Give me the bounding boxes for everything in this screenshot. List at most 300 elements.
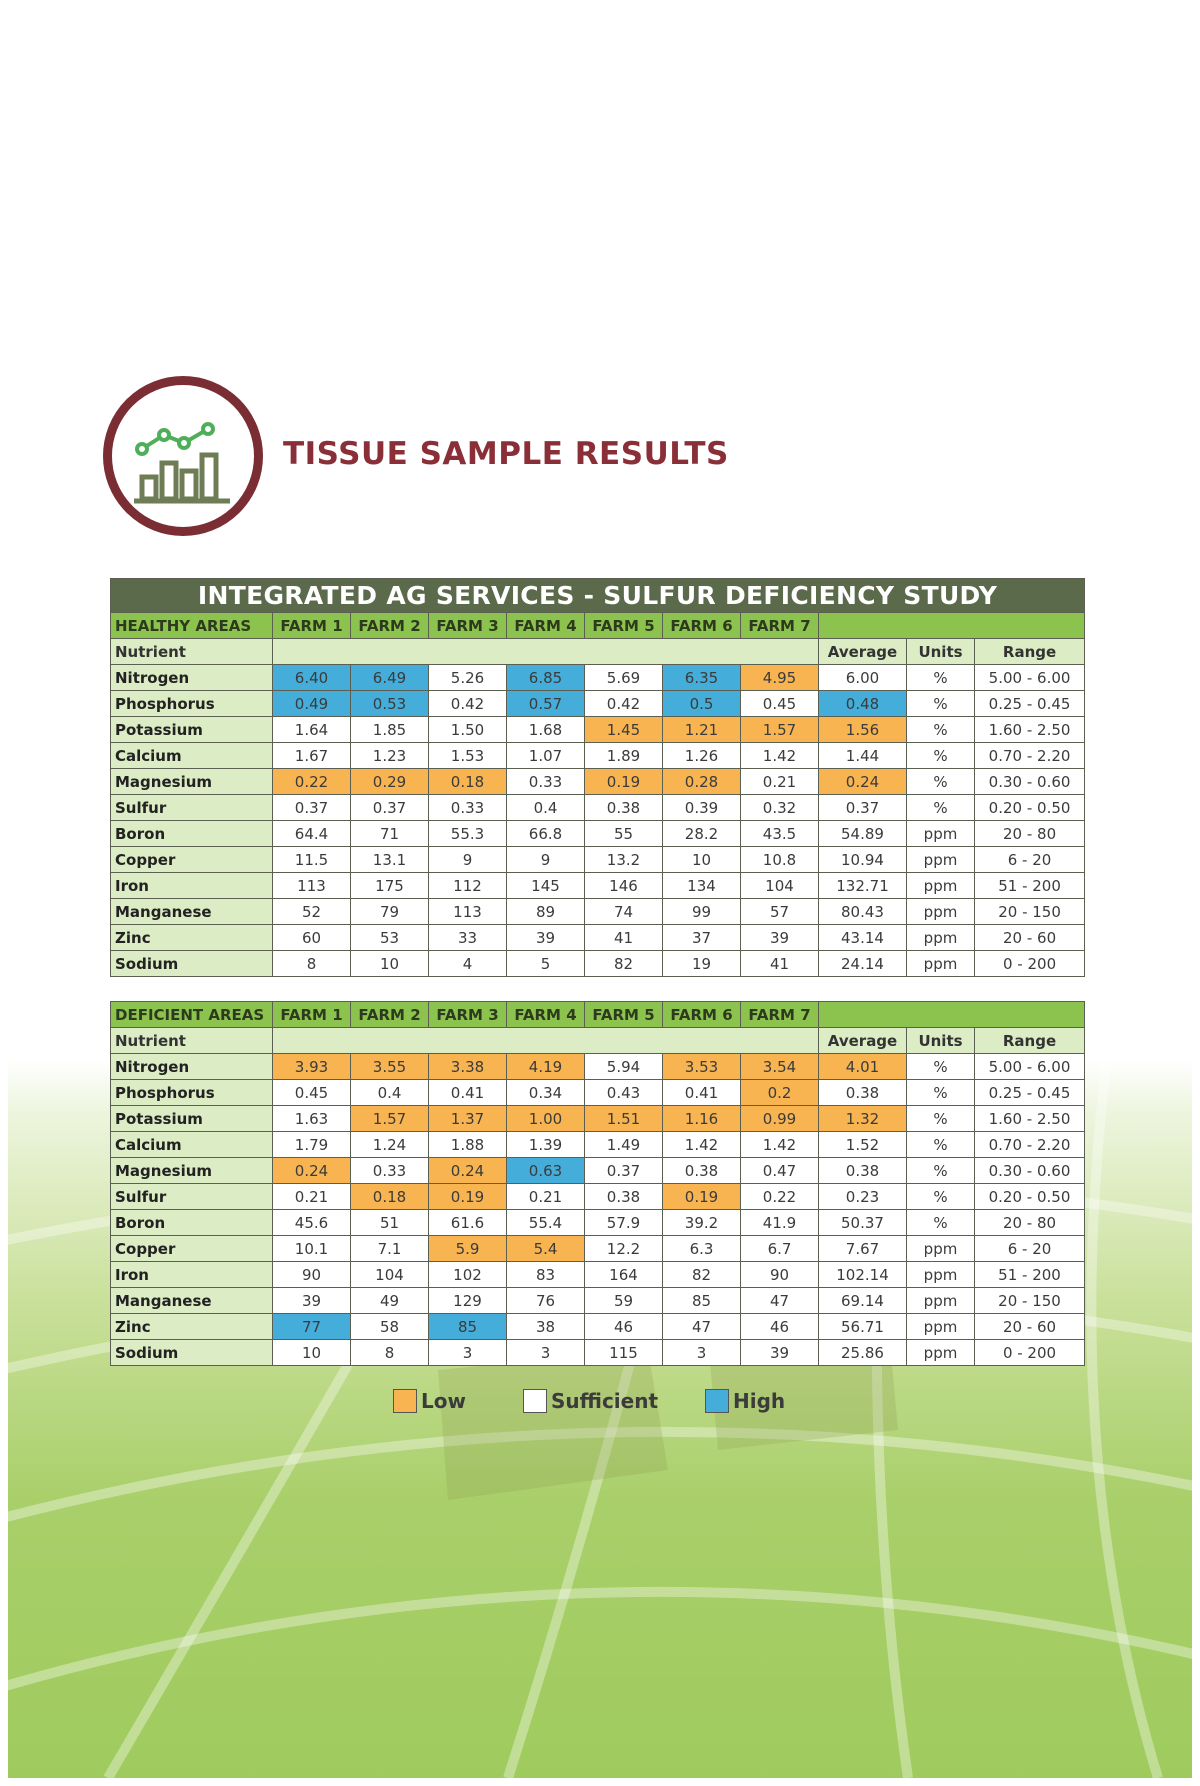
units-cell: % <box>907 769 975 795</box>
farm-value-cell: 1.51 <box>585 1106 663 1132</box>
average-cell: 1.56 <box>819 717 907 743</box>
farm-value-cell: 3.38 <box>429 1054 507 1080</box>
farm-value-cell: 3 <box>429 1340 507 1366</box>
farm-header-7: FARM 7 <box>741 1002 819 1028</box>
farm-value-cell: 175 <box>351 873 429 899</box>
farm-value-cell: 55.4 <box>507 1210 585 1236</box>
farm-value-cell: 45.6 <box>273 1210 351 1236</box>
farm-value-cell: 0.24 <box>273 1158 351 1184</box>
farm-value-cell: 4.19 <box>507 1054 585 1080</box>
farm-value-cell: 0.19 <box>663 1184 741 1210</box>
farm-value-cell: 0.19 <box>429 1184 507 1210</box>
units-cell: % <box>907 1106 975 1132</box>
farm-value-cell: 57.9 <box>585 1210 663 1236</box>
farm-value-cell: 57 <box>741 899 819 925</box>
farm-value-cell: 1.57 <box>351 1106 429 1132</box>
table-row <box>111 691 1085 717</box>
table-row <box>111 1132 1085 1158</box>
farm-value-cell: 164 <box>585 1262 663 1288</box>
legend-low-label: Low <box>421 1389 466 1413</box>
farm-value-cell: 47 <box>663 1314 741 1340</box>
farm-value-cell: 0.49 <box>273 691 351 717</box>
nutrient-name: Potassium <box>111 1106 273 1132</box>
average-header: Average <box>819 1028 907 1054</box>
range-cell: 20 - 60 <box>975 1314 1085 1340</box>
farm-value-cell: 58 <box>351 1314 429 1340</box>
farm-header-1: FARM 1 <box>273 613 351 639</box>
units-cell: % <box>907 691 975 717</box>
farm-value-cell: 47 <box>741 1288 819 1314</box>
farm-value-cell: 38 <box>507 1314 585 1340</box>
nutrient-name: Iron <box>111 1262 273 1288</box>
units-cell: ppm <box>907 925 975 951</box>
average-cell: 69.14 <box>819 1288 907 1314</box>
farm-value-cell: 66.8 <box>507 821 585 847</box>
farm-value-cell: 82 <box>585 951 663 977</box>
farm-value-cell: 0.37 <box>585 1158 663 1184</box>
farm-value-cell: 13.1 <box>351 847 429 873</box>
table-row <box>111 1106 1085 1132</box>
healthy-areas-table <box>110 578 1085 977</box>
table-row <box>111 1080 1085 1106</box>
farm-value-cell: 0.53 <box>351 691 429 717</box>
table-row <box>111 1210 1085 1236</box>
farm-value-cell: 6.3 <box>663 1236 741 1262</box>
farm-value-cell: 0.38 <box>585 1184 663 1210</box>
farm-header-7: FARM 7 <box>741 613 819 639</box>
farm-header-1: FARM 1 <box>273 1002 351 1028</box>
farm-value-cell: 3.93 <box>273 1054 351 1080</box>
farm-header-6: FARM 6 <box>663 1002 741 1028</box>
farm-value-cell: 33 <box>429 925 507 951</box>
units-cell: % <box>907 1080 975 1106</box>
farm-value-cell: 43.5 <box>741 821 819 847</box>
nutrient-name: Boron <box>111 821 273 847</box>
farm-value-cell: 10.1 <box>273 1236 351 1262</box>
farm-value-cell: 28.2 <box>663 821 741 847</box>
farm-value-cell: 89 <box>507 899 585 925</box>
farm-value-cell: 1.42 <box>741 1132 819 1158</box>
table-row <box>111 1054 1085 1080</box>
farm-header-6: FARM 6 <box>663 613 741 639</box>
average-cell: 80.43 <box>819 899 907 925</box>
farm-value-cell: 5.9 <box>429 1236 507 1262</box>
range-cell: 20 - 80 <box>975 821 1085 847</box>
farm-value-cell: 0.99 <box>741 1106 819 1132</box>
farm-value-cell: 7.1 <box>351 1236 429 1262</box>
range-cell: 20 - 60 <box>975 925 1085 951</box>
average-cell: 24.14 <box>819 951 907 977</box>
table-row <box>111 717 1085 743</box>
units-cell: ppm <box>907 821 975 847</box>
farm-value-cell: 4.95 <box>741 665 819 691</box>
table-row <box>111 1158 1085 1184</box>
farm-value-cell: 46 <box>585 1314 663 1340</box>
farm-value-cell: 3 <box>663 1340 741 1366</box>
farm-value-cell: 0.42 <box>585 691 663 717</box>
range-cell: 20 - 150 <box>975 899 1085 925</box>
average-header: Average <box>819 639 907 665</box>
farm-value-cell: 0.32 <box>741 795 819 821</box>
farm-value-cell: 102 <box>429 1262 507 1288</box>
table-row <box>111 665 1085 691</box>
farm-value-cell: 49 <box>351 1288 429 1314</box>
farm-value-cell: 0.24 <box>429 1158 507 1184</box>
average-cell: 0.48 <box>819 691 907 717</box>
average-cell: 56.71 <box>819 1314 907 1340</box>
sufficient-swatch <box>523 1389 547 1413</box>
farm-value-cell: 0.38 <box>585 795 663 821</box>
farm-value-cell: 134 <box>663 873 741 899</box>
farm-value-cell: 77 <box>273 1314 351 1340</box>
farm-header-3: FARM 3 <box>429 1002 507 1028</box>
page-title: TISSUE SAMPLE RESULTS <box>283 436 729 472</box>
farm-header-4: FARM 4 <box>507 1002 585 1028</box>
farm-value-cell: 1.21 <box>663 717 741 743</box>
farm-value-cell: 0.57 <box>507 691 585 717</box>
farm-header-3: FARM 3 <box>429 613 507 639</box>
average-cell: 1.44 <box>819 743 907 769</box>
farm-value-cell: 0.4 <box>507 795 585 821</box>
farm-value-cell: 0.22 <box>741 1184 819 1210</box>
legend-low <box>393 1389 466 1417</box>
average-cell: 1.52 <box>819 1132 907 1158</box>
farm-value-cell: 0.37 <box>351 795 429 821</box>
farm-value-cell: 83 <box>507 1262 585 1288</box>
range-cell: 1.60 - 2.50 <box>975 1106 1085 1132</box>
farm-value-cell: 1.45 <box>585 717 663 743</box>
area-label: DEFICIENT AREAS <box>111 1002 273 1028</box>
farm-value-cell: 1.00 <box>507 1106 585 1132</box>
farm-value-cell: 1.37 <box>429 1106 507 1132</box>
range-cell: 0.30 - 0.60 <box>975 769 1085 795</box>
farm-value-cell: 0.19 <box>585 769 663 795</box>
farm-value-cell: 85 <box>429 1314 507 1340</box>
units-header: Units <box>907 1028 975 1054</box>
average-cell: 7.67 <box>819 1236 907 1262</box>
farm-value-cell: 37 <box>663 925 741 951</box>
farm-value-cell: 0.5 <box>663 691 741 717</box>
farm-header-row <box>111 1002 1085 1028</box>
farm-value-cell: 3 <box>507 1340 585 1366</box>
average-cell: 4.01 <box>819 1054 907 1080</box>
table-row <box>111 899 1085 925</box>
nutrient-name: Sodium <box>111 951 273 977</box>
average-cell: 43.14 <box>819 925 907 951</box>
farm-value-cell: 115 <box>585 1340 663 1366</box>
table-row <box>111 951 1085 977</box>
farm-header-row <box>111 613 1085 639</box>
legend-sufficient <box>523 1389 658 1417</box>
range-cell: 5.00 - 6.00 <box>975 665 1085 691</box>
units-cell: ppm <box>907 899 975 925</box>
farm-value-cell: 3.55 <box>351 1054 429 1080</box>
farm-value-cell: 74 <box>585 899 663 925</box>
average-cell: 132.71 <box>819 873 907 899</box>
column-header-row <box>111 1028 1085 1054</box>
study-title: INTEGRATED AG SERVICES - SULFUR DEFICIENCY STUDY <box>111 579 1085 613</box>
range-header: Range <box>975 639 1085 665</box>
bar-chart-trend-icon <box>130 405 236 511</box>
range-cell: 20 - 150 <box>975 1288 1085 1314</box>
farm-value-cell: 113 <box>273 873 351 899</box>
farm-value-cell: 79 <box>351 899 429 925</box>
farm-value-cell: 10.8 <box>741 847 819 873</box>
farm-value-cell: 1.23 <box>351 743 429 769</box>
nutrient-name: Nitrogen <box>111 1054 273 1080</box>
average-cell: 0.23 <box>819 1184 907 1210</box>
farm-value-cell: 1.63 <box>273 1106 351 1132</box>
farm-value-cell: 60 <box>273 925 351 951</box>
units-cell: % <box>907 665 975 691</box>
farm-value-cell: 8 <box>273 951 351 977</box>
farm-header-2: FARM 2 <box>351 613 429 639</box>
farm-value-cell: 0.28 <box>663 769 741 795</box>
units-cell: % <box>907 1132 975 1158</box>
farm-value-cell: 1.67 <box>273 743 351 769</box>
header-filler <box>819 1002 1085 1028</box>
farm-value-cell: 0.41 <box>429 1080 507 1106</box>
farm-value-cell: 146 <box>585 873 663 899</box>
farm-value-cell: 64.4 <box>273 821 351 847</box>
farm-value-cell: 0.45 <box>741 691 819 717</box>
average-cell: 10.94 <box>819 847 907 873</box>
farm-value-cell: 1.07 <box>507 743 585 769</box>
farm-value-cell: 0.45 <box>273 1080 351 1106</box>
table-row <box>111 1184 1085 1210</box>
farm-value-cell: 90 <box>741 1262 819 1288</box>
farm-value-cell: 39 <box>741 925 819 951</box>
nutrient-name: Boron <box>111 1210 273 1236</box>
farm-header-4: FARM 4 <box>507 613 585 639</box>
range-cell: 51 - 200 <box>975 873 1085 899</box>
farm-value-cell: 0.21 <box>507 1184 585 1210</box>
farm-value-cell: 6.7 <box>741 1236 819 1262</box>
units-cell: % <box>907 1054 975 1080</box>
farm-value-cell: 3.54 <box>741 1054 819 1080</box>
range-cell: 0.25 - 0.45 <box>975 1080 1085 1106</box>
nutrient-name: Manganese <box>111 899 273 925</box>
range-cell: 1.60 - 2.50 <box>975 717 1085 743</box>
legend-sufficient-label: Sufficient <box>551 1389 659 1413</box>
table-row <box>111 769 1085 795</box>
header-filler <box>819 613 1085 639</box>
nutrient-name: Copper <box>111 1236 273 1262</box>
farm-value-cell: 55.3 <box>429 821 507 847</box>
farm-value-cell: 11.5 <box>273 847 351 873</box>
nutrient-header: Nutrient <box>111 639 273 665</box>
average-cell: 50.37 <box>819 1210 907 1236</box>
farm-value-cell: 0.38 <box>663 1158 741 1184</box>
farm-value-cell: 6.40 <box>273 665 351 691</box>
farm-value-cell: 99 <box>663 899 741 925</box>
farm-value-cell: 9 <box>429 847 507 873</box>
nutrient-name: Magnesium <box>111 769 273 795</box>
farm-value-cell: 0.39 <box>663 795 741 821</box>
units-cell: % <box>907 717 975 743</box>
farm-value-cell: 0.63 <box>507 1158 585 1184</box>
farm-value-cell: 51 <box>351 1210 429 1236</box>
farm-value-cell: 1.50 <box>429 717 507 743</box>
farm-value-cell: 1.85 <box>351 717 429 743</box>
range-cell: 0.20 - 0.50 <box>975 795 1085 821</box>
low-swatch <box>393 1389 417 1413</box>
farm-value-cell: 0.47 <box>741 1158 819 1184</box>
farm-value-cell: 113 <box>429 899 507 925</box>
farm-value-cell: 112 <box>429 873 507 899</box>
units-cell: ppm <box>907 951 975 977</box>
farm-value-cell: 1.26 <box>663 743 741 769</box>
farm-value-cell: 0.2 <box>741 1080 819 1106</box>
farm-value-cell: 1.53 <box>429 743 507 769</box>
nutrient-name: Potassium <box>111 717 273 743</box>
nutrient-name: Calcium <box>111 743 273 769</box>
farm-value-cell: 129 <box>429 1288 507 1314</box>
area-label: HEALTHY AREAS <box>111 613 273 639</box>
farm-value-cell: 55 <box>585 821 663 847</box>
average-cell: 102.14 <box>819 1262 907 1288</box>
units-cell: ppm <box>907 1236 975 1262</box>
range-cell: 5.00 - 6.00 <box>975 1054 1085 1080</box>
farm-value-cell: 1.42 <box>741 743 819 769</box>
nutrient-name: Sulfur <box>111 795 273 821</box>
farm-value-cell: 0.33 <box>351 1158 429 1184</box>
farm-header-5: FARM 5 <box>585 613 663 639</box>
farm-value-cell: 0.21 <box>741 769 819 795</box>
farm-value-cell: 6.49 <box>351 665 429 691</box>
farm-value-cell: 104 <box>741 873 819 899</box>
farm-value-cell: 13.2 <box>585 847 663 873</box>
units-cell: ppm <box>907 1262 975 1288</box>
nutrient-name: Calcium <box>111 1132 273 1158</box>
legend-high <box>705 1389 785 1417</box>
nutrient-name: Phosphorus <box>111 1080 273 1106</box>
range-cell: 6 - 20 <box>975 1236 1085 1262</box>
deficient-areas-table <box>110 1001 1085 1366</box>
farm-value-cell: 0.18 <box>351 1184 429 1210</box>
farm-value-cell: 1.57 <box>741 717 819 743</box>
farm-value-cell: 82 <box>663 1262 741 1288</box>
table-row <box>111 821 1085 847</box>
nutrient-name: Zinc <box>111 925 273 951</box>
farm-value-cell: 1.79 <box>273 1132 351 1158</box>
farm-value-cell: 90 <box>273 1262 351 1288</box>
farm-value-cell: 1.16 <box>663 1106 741 1132</box>
units-cell: ppm <box>907 1314 975 1340</box>
farm-value-cell: 104 <box>351 1262 429 1288</box>
range-cell: 20 - 80 <box>975 1210 1085 1236</box>
farm-value-cell: 0.37 <box>273 795 351 821</box>
nutrient-name: Zinc <box>111 1314 273 1340</box>
average-cell: 54.89 <box>819 821 907 847</box>
farm-value-cell: 4 <box>429 951 507 977</box>
farm-value-cell: 10 <box>351 951 429 977</box>
logo <box>103 376 263 536</box>
nutrient-header: Nutrient <box>111 1028 273 1054</box>
nutrient-name: Sodium <box>111 1340 273 1366</box>
table-row <box>111 1314 1085 1340</box>
farm-header-2: FARM 2 <box>351 1002 429 1028</box>
farm-value-cell: 0.18 <box>429 769 507 795</box>
farm-value-cell: 12.2 <box>585 1236 663 1262</box>
average-cell: 6.00 <box>819 665 907 691</box>
farm-value-cell: 1.24 <box>351 1132 429 1158</box>
farm-value-cell: 8 <box>351 1340 429 1366</box>
nutrient-name: Copper <box>111 847 273 873</box>
nutrient-name: Iron <box>111 873 273 899</box>
legend-high-label: High <box>733 1389 786 1413</box>
farm-value-cell: 10 <box>273 1340 351 1366</box>
study-title-row <box>111 579 1085 613</box>
range-cell: 6 - 20 <box>975 847 1085 873</box>
nutrient-name: Magnesium <box>111 1158 273 1184</box>
farm-value-cell: 39 <box>273 1288 351 1314</box>
farm-value-cell: 6.85 <box>507 665 585 691</box>
farm-value-cell: 10 <box>663 847 741 873</box>
farm-value-cell: 1.88 <box>429 1132 507 1158</box>
page-header <box>103 376 803 536</box>
table-row <box>111 847 1085 873</box>
table-row <box>111 1340 1085 1366</box>
range-cell: 0 - 200 <box>975 951 1085 977</box>
farm-value-cell: 0.33 <box>429 795 507 821</box>
farms-spacer <box>273 639 819 665</box>
units-header: Units <box>907 639 975 665</box>
table-row <box>111 1288 1085 1314</box>
table-row <box>111 743 1085 769</box>
farm-value-cell: 61.6 <box>429 1210 507 1236</box>
units-cell: % <box>907 795 975 821</box>
farm-value-cell: 0.34 <box>507 1080 585 1106</box>
range-header: Range <box>975 1028 1085 1054</box>
range-cell: 51 - 200 <box>975 1262 1085 1288</box>
farm-value-cell: 5 <box>507 951 585 977</box>
farm-value-cell: 0.22 <box>273 769 351 795</box>
column-header-row <box>111 639 1085 665</box>
farm-value-cell: 41 <box>585 925 663 951</box>
farm-value-cell: 145 <box>507 873 585 899</box>
farm-value-cell: 1.49 <box>585 1132 663 1158</box>
nutrient-name: Phosphorus <box>111 691 273 717</box>
farm-value-cell: 0.42 <box>429 691 507 717</box>
units-cell: % <box>907 1158 975 1184</box>
farm-header-5: FARM 5 <box>585 1002 663 1028</box>
farm-value-cell: 0.33 <box>507 769 585 795</box>
farm-value-cell: 0.29 <box>351 769 429 795</box>
range-cell: 0.25 - 0.45 <box>975 691 1085 717</box>
range-cell: 0.20 - 0.50 <box>975 1184 1085 1210</box>
farm-value-cell: 1.39 <box>507 1132 585 1158</box>
farm-value-cell: 6.35 <box>663 665 741 691</box>
farm-value-cell: 5.94 <box>585 1054 663 1080</box>
farm-value-cell: 41 <box>741 951 819 977</box>
average-cell: 0.24 <box>819 769 907 795</box>
farm-value-cell: 5.26 <box>429 665 507 691</box>
farm-value-cell: 39 <box>741 1340 819 1366</box>
units-cell: % <box>907 1184 975 1210</box>
farm-value-cell: 5.4 <box>507 1236 585 1262</box>
average-cell: 0.38 <box>819 1158 907 1184</box>
average-cell: 0.38 <box>819 1080 907 1106</box>
table-row <box>111 795 1085 821</box>
farm-value-cell: 3.53 <box>663 1054 741 1080</box>
farm-value-cell: 71 <box>351 821 429 847</box>
table-row <box>111 1236 1085 1262</box>
farm-value-cell: 41.9 <box>741 1210 819 1236</box>
average-cell: 1.32 <box>819 1106 907 1132</box>
farm-value-cell: 76 <box>507 1288 585 1314</box>
farm-value-cell: 1.68 <box>507 717 585 743</box>
